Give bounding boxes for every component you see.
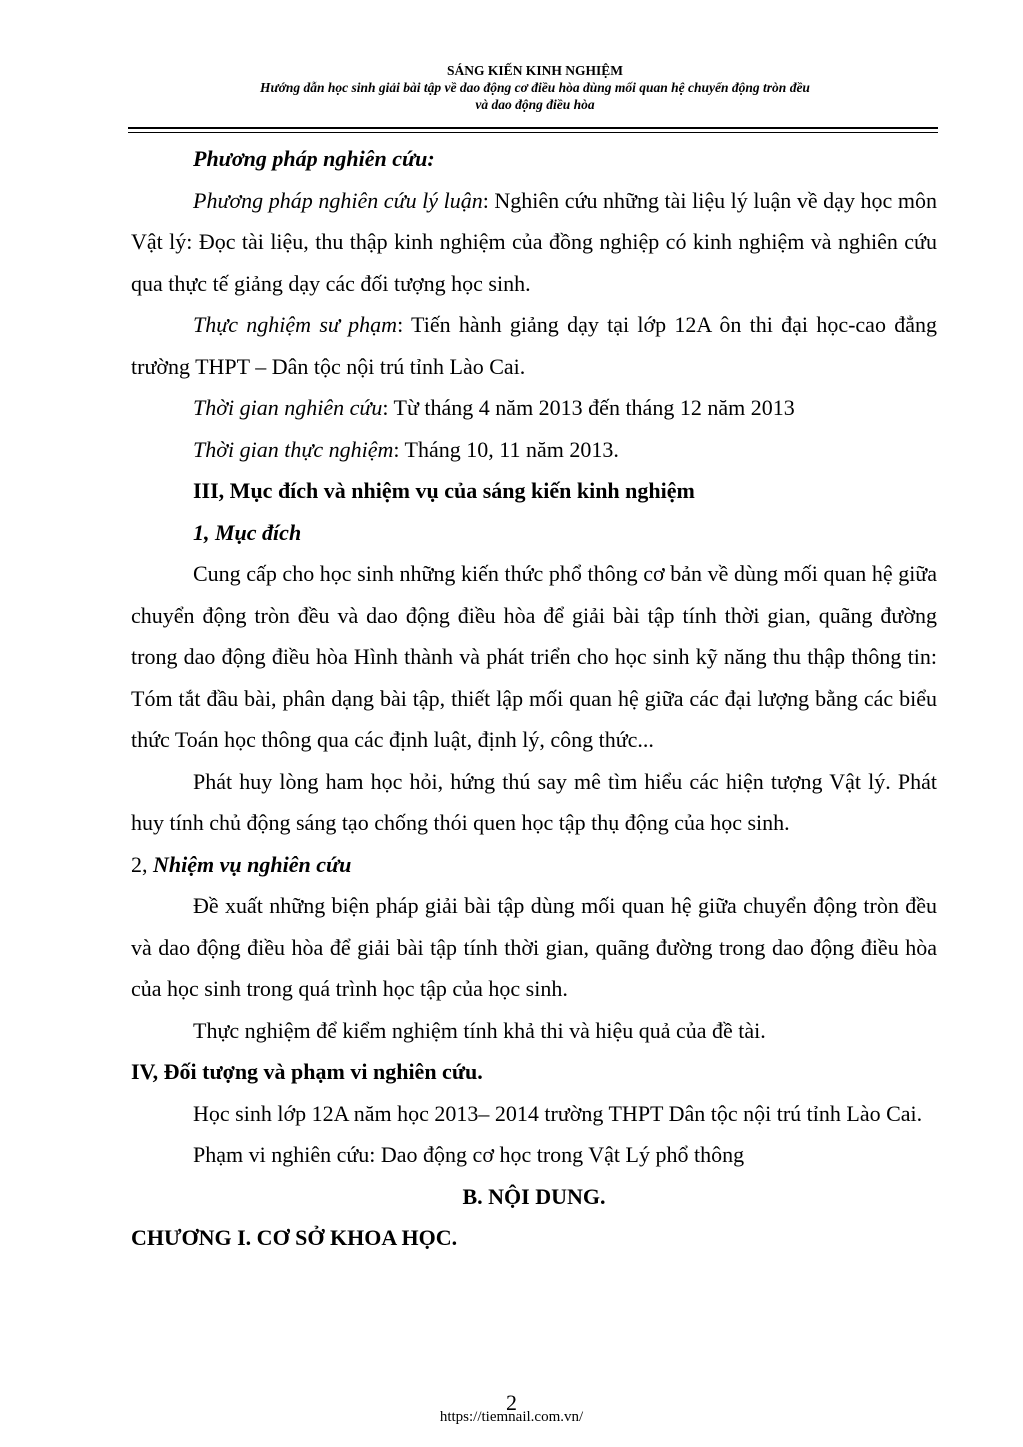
scope-paragraph: Phạm vi nghiên cứu: Dao động cơ học trong Vật Lý phổ thông xyxy=(193,1142,745,1167)
chapter1-heading: CHƯƠNG I. CƠ SỞ KHOA HỌC. xyxy=(131,1225,458,1250)
method1-paragraph xyxy=(131,180,937,305)
time1-label: Thời gian nghiên cứu xyxy=(193,395,383,420)
header-subtitle-line2: và dao động điều hòa xyxy=(475,97,595,112)
header-divider-thin xyxy=(128,132,938,133)
time1-text: : Từ tháng 4 năm 2013 đến tháng 12 năm 2013 xyxy=(382,395,795,420)
part-b-heading: B. NỘI DUNG. xyxy=(462,1183,606,1209)
header-title: SÁNG KIẾN KINH NGHIỆM xyxy=(447,63,623,78)
task-number: 2, xyxy=(131,851,153,877)
purpose-paragraph-2: Phát huy lòng ham học hỏi, hứng thú say mê tìm hiểu các hiện tượng Vật lý. Phát huy tính chủ động sáng tạo chống thói quen học tập thụ động của học sinh. xyxy=(131,768,937,835)
method2-label: Thực nghiệm sư phạm xyxy=(193,312,398,337)
method1-text: : Nghiên cứu những tài liệu lý luận về dạy học môn Vật lý: Đọc tài liệu, thu thập kinh nghiệm của đồng nghiệp có kinh nghiệm và nghiên cứu qua thực tế giảng dạy các đối tượng học sinh. xyxy=(131,187,937,296)
method2-text: : Tiến hành giảng dạy tại lớp 12A ôn thi đại học-cao đẳng trường THPT – Dân tộc nội trú tỉnh Lào Cai. xyxy=(131,312,937,379)
purpose-heading: 1, Mục đích xyxy=(193,519,302,545)
time2-paragraph xyxy=(131,429,937,471)
task-paragraph-1: Đề xuất những biện pháp giải bài tập dùng mối quan hệ giữa chuyển động tròn đều và dao động điều hòa để giải bài tập tính thời gian, quãng đường trong dao động điều hòa của học sinh trong quá trình học tập của học sinh. xyxy=(131,893,937,1001)
task-heading-line xyxy=(131,844,937,886)
time2-label: Thời gian thực nghiệm xyxy=(193,436,394,462)
methods-heading: Phương pháp nghiên cứu: xyxy=(193,146,435,171)
method1-label: Phương pháp nghiên cứu lý luận xyxy=(193,187,483,213)
subjects-paragraph: Học sinh lớp 12A năm học 2013– 2014 trường THPT Dân tộc nội trú tỉnh Lào Cai. xyxy=(193,1100,923,1126)
purpose-paragraph-1: Cung cấp cho học sinh những kiến thức phổ thông cơ bản về dùng mối quan hệ giữa chuyển động tròn đều và dao động điều hòa để giải bài tập tính thời gian, quãng đường trong dao động điều hòa Hình thành và phát triển cho học sinh kỹ năng thu thập thông tin: Tóm tắt đầu bài, phân dạng bài tập, thiết lập mối quan hệ giữa các đại lượng bằng các biểu thức Toán học thông qua các định luật, định lý, công thức... xyxy=(131,561,937,752)
page-header xyxy=(130,62,940,113)
method2-paragraph xyxy=(131,304,937,387)
section3-heading: III, Mục đích và nhiệm vụ của sáng kiến kinh nghiệm xyxy=(193,478,695,503)
task-heading: Nhiệm vụ nghiên cứu xyxy=(153,851,352,877)
page-number: 2 xyxy=(506,1390,517,1415)
task-paragraph-2: Thực nghiệm để kiểm nghiệm tính khả thi và hiệu quả của đề tài. xyxy=(193,1017,766,1043)
time1-paragraph xyxy=(131,387,937,429)
footer-url[interactable]: https://tiemnail.com.vn/ xyxy=(439,1409,584,1425)
section4-heading: IV, Đối tượng và phạm vi nghiên cứu. xyxy=(131,1059,483,1084)
header-subtitle-line1: Hướng dẫn học sinh giải bài tập về dao động cơ điều hòa dùng mối quan hệ chuyển động tròn đều xyxy=(260,80,810,95)
header-divider-thick xyxy=(128,127,938,129)
document-body xyxy=(131,138,937,1259)
time2-text: : Tháng 10, 11 năm 2013. xyxy=(393,436,619,462)
